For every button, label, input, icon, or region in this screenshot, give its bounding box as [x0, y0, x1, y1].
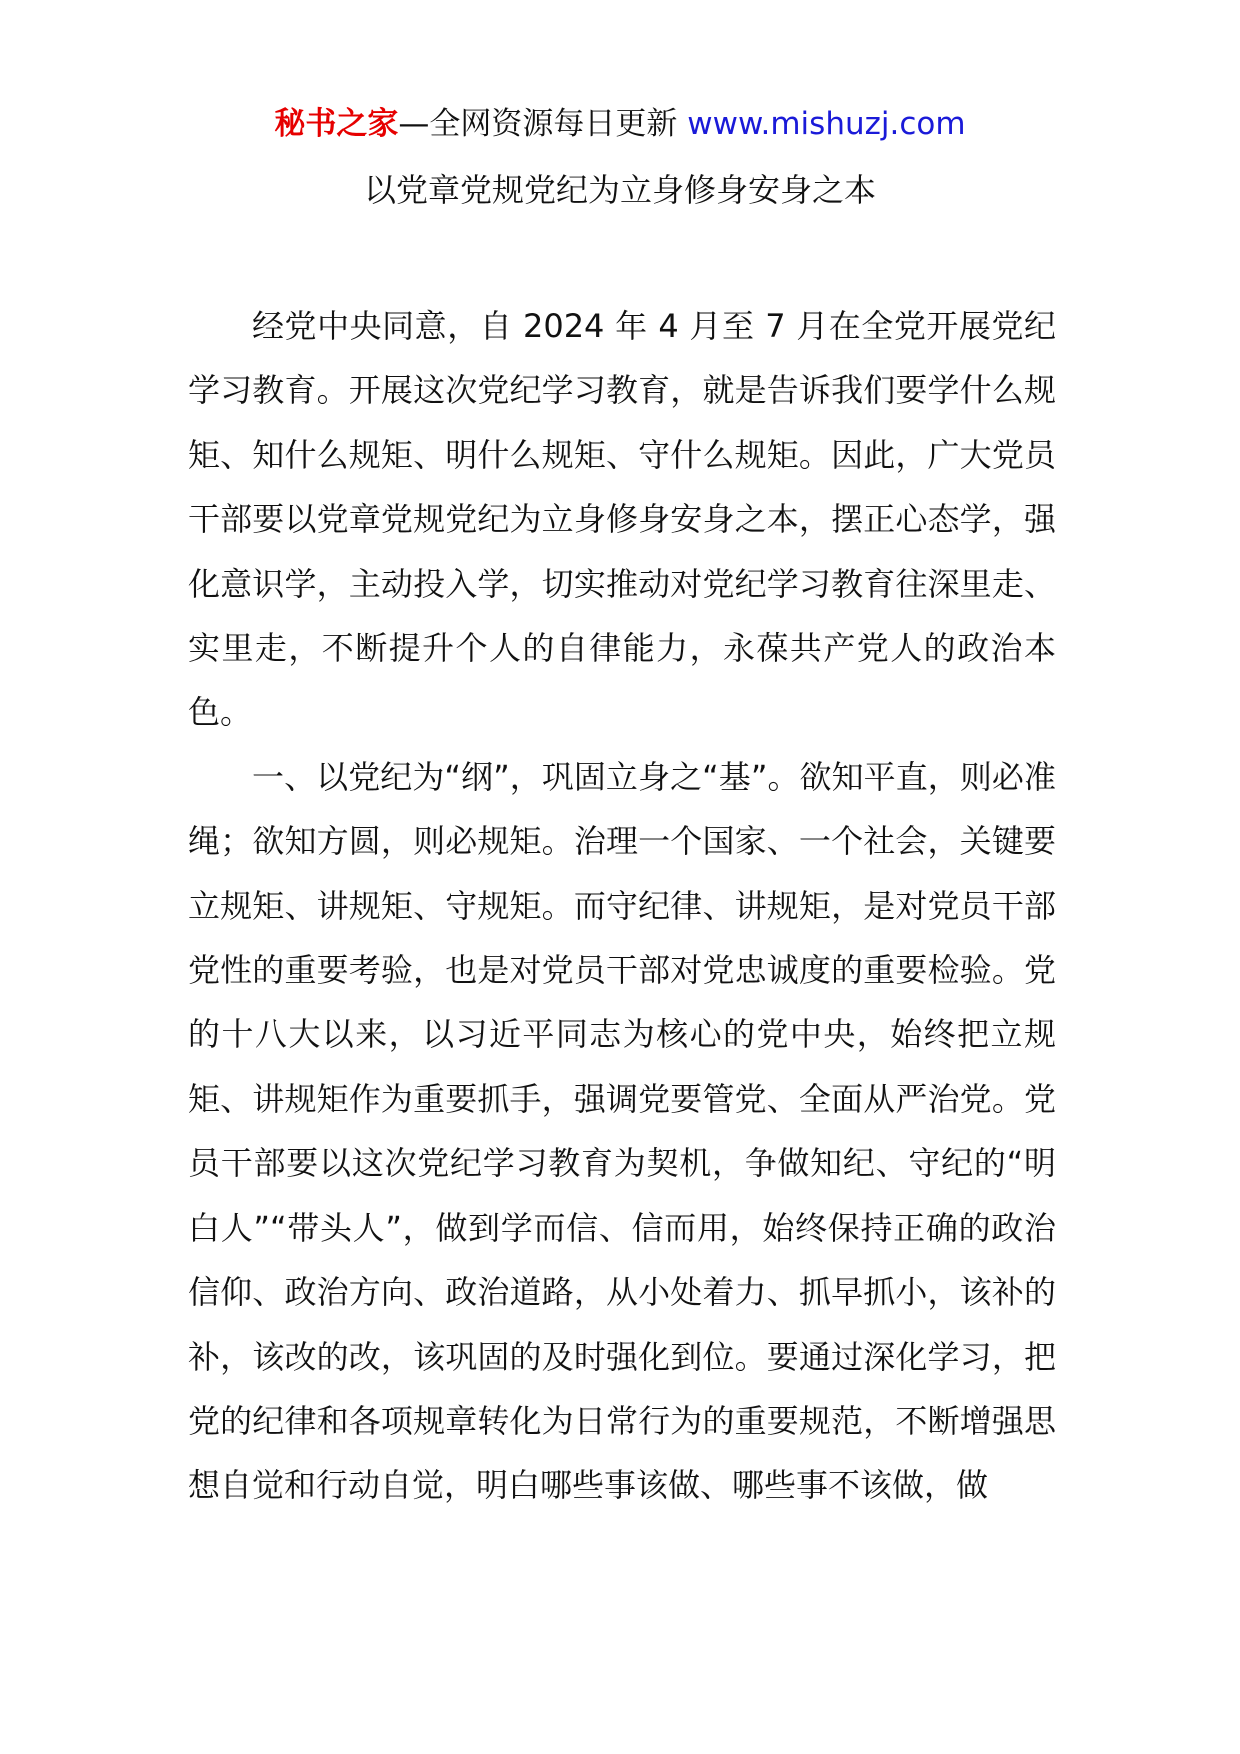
document-body: [188, 294, 1056, 1518]
body-paragraph: 一、以党纪为“纲”，巩固立身之“基”。欲知平直，则必准绳；欲知方圆，则必规矩。治理一个国家、一个社会，关键要立规矩、讲规矩、守规矩。而守纪律、讲规矩，是对党员干部党性的重要考验，也是对党员干部对党忠诚度的重要检验。党的十八大以来，以习近平同志为核心的党中央，始终把立规矩、讲规矩作为重要抓手，强调党要管党、全面从严治党。党员干部要以这次党纪学习教育为契机，争做知纪、守纪的“明白人”“带头人”，做到学而信、信而用，始终保持正确的政治信仰、政治方向、政治道路，从小处着力、抓早抓小，该补的补，该改的改，该巩固的及时强化到位。要通过深化学习，把党的纪律和各项规章转化为日常行为的重要规范，不断增强思想自觉和行动自觉，明白哪些事该做、哪些事不该做，做: [188, 757, 1056, 1505]
site-url-link[interactable]: www.mishuzj.com: [687, 106, 966, 142]
header-tagline: —全网资源每日更新: [398, 106, 688, 142]
body-paragraph: 经党中央同意，自 2024 年 4 月至 7 月在全党开展党纪学习教育。开展这次党纪学习教育，就是告诉我们要学什么规矩、知什么规矩、明什么规矩、守什么规矩。因此，广大党员干部要以党章党规党纪为立身修身安身之本，摆正心态学，强化意识学，主动投入学，切实推动对党纪学习教育往深里走、实里走，不断提升个人的自律能力，永葆共产党人的政治本色。: [188, 307, 1056, 732]
site-header: [0, 102, 1240, 146]
brand-name: 秘书之家: [274, 106, 399, 142]
document-title: 以党章党规党纪为立身修身安身之本: [363, 171, 876, 209]
